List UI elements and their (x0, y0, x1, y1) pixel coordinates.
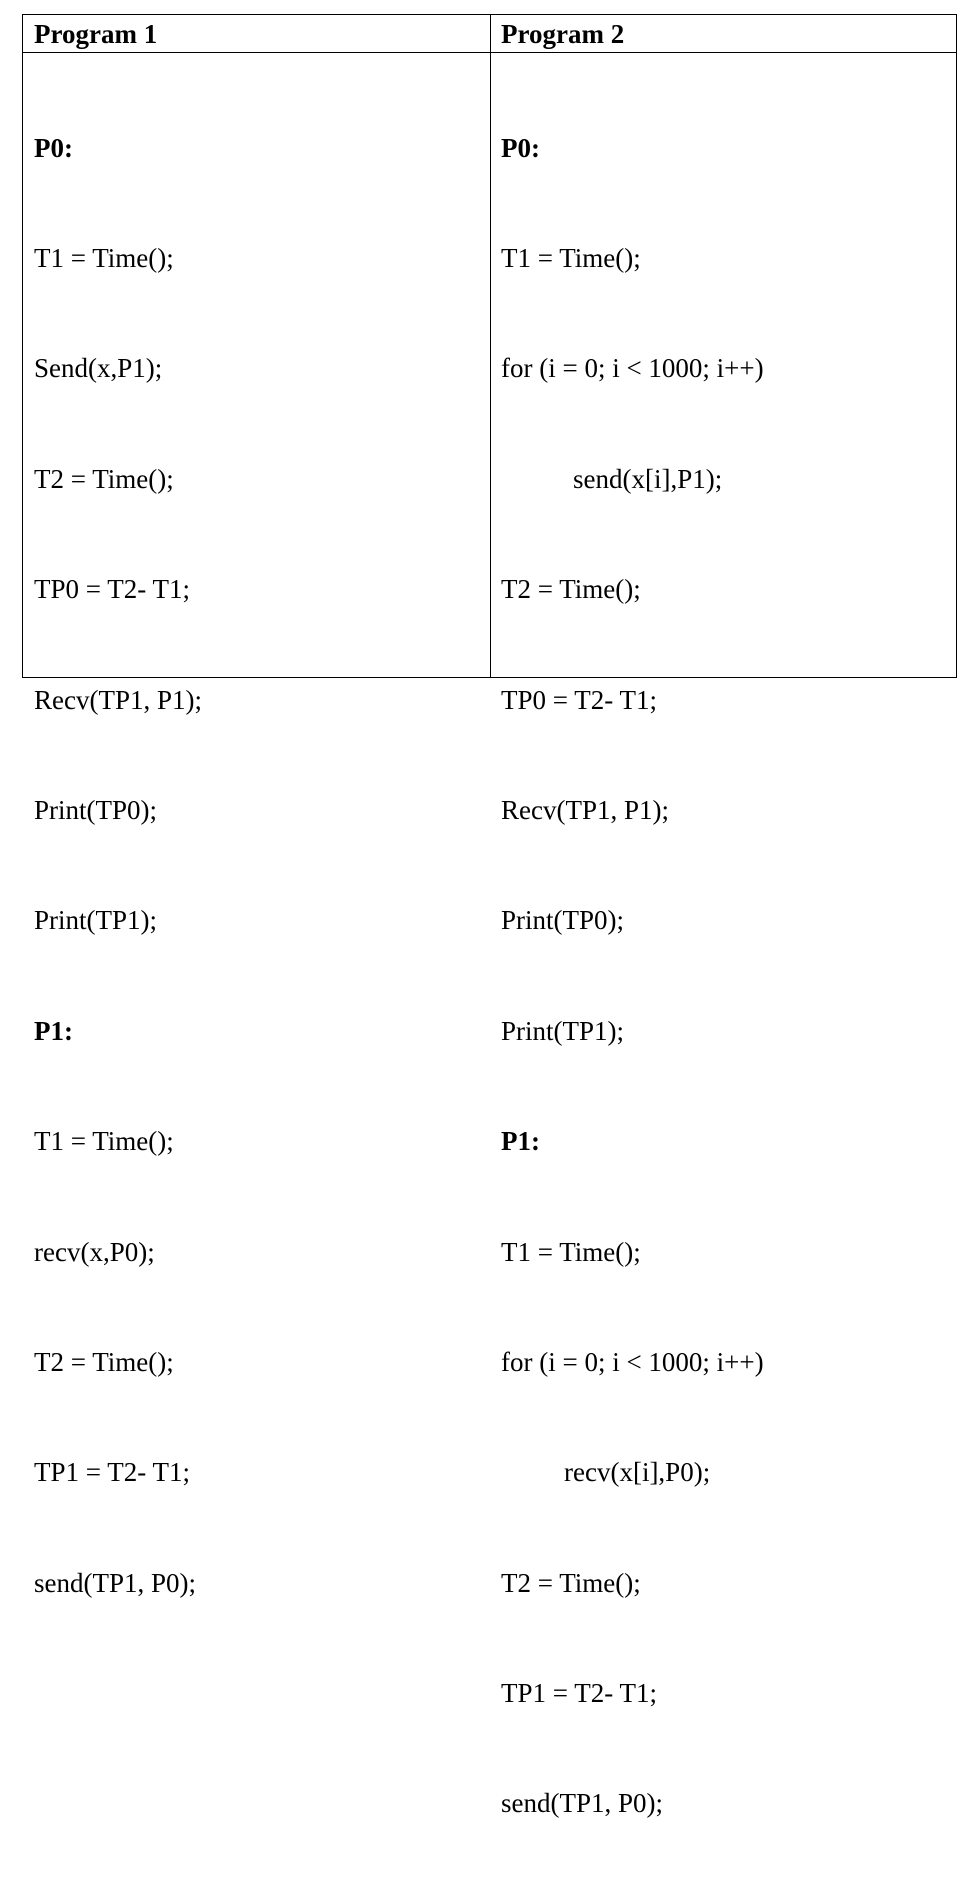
code-line: Print(TP0); (501, 905, 625, 936)
code-line: Print(TP0); (34, 794, 158, 825)
code-line: T1 = Time(); (34, 242, 174, 273)
code-line: Recv(TP1, P1); (501, 794, 669, 825)
program2-code (501, 56, 764, 1896)
code-line: T2 = Time(); (34, 1346, 174, 1377)
code-line: T2 = Time(); (501, 574, 641, 605)
code-line: T1 = Time(); (501, 1236, 641, 1267)
program1-p0-label: P0: (34, 132, 73, 163)
code-line: Recv(TP1, P1); (34, 684, 202, 715)
program2-p0-label: P0: (501, 132, 540, 163)
header-divider (23, 52, 956, 53)
code-line: recv(x,P0); (34, 1236, 155, 1267)
program1-header: Program 1 (34, 19, 158, 49)
program2-header: Program 2 (501, 19, 625, 49)
code-line: Print(TP1); (34, 905, 158, 936)
code-line-indented: recv(x[i],P0); (564, 1457, 711, 1488)
code-line: for (i = 0; i < 1000; i++) (501, 1346, 764, 1377)
code-line: for (i = 0; i < 1000; i++) (501, 353, 764, 384)
code-line: send(TP1, P0); (501, 1788, 663, 1819)
column-divider (490, 15, 491, 677)
program1-p1-label: P1: (34, 1015, 73, 1046)
code-line: T2 = Time(); (34, 463, 174, 494)
program2-p1-label: P1: (501, 1126, 540, 1157)
code-line: T2 = Time(); (501, 1567, 641, 1598)
code-line: TP0 = T2- T1; (501, 684, 657, 715)
program-comparison-table (22, 14, 957, 1819)
code-line: TP1 = T2- T1; (34, 1457, 190, 1488)
code-line: T1 = Time(); (501, 242, 641, 273)
code-line: Print(TP1); (501, 1015, 625, 1046)
code-line: send(TP1, P0); (34, 1567, 196, 1598)
code-line: TP0 = T2- T1; (34, 574, 190, 605)
code-line: T1 = Time(); (34, 1126, 174, 1157)
code-line: Send(x,P1); (34, 353, 163, 384)
program1-code (34, 56, 202, 1675)
code-line: TP1 = T2- T1; (501, 1678, 657, 1709)
code-line-indented: send(x[i],P1); (573, 463, 723, 494)
